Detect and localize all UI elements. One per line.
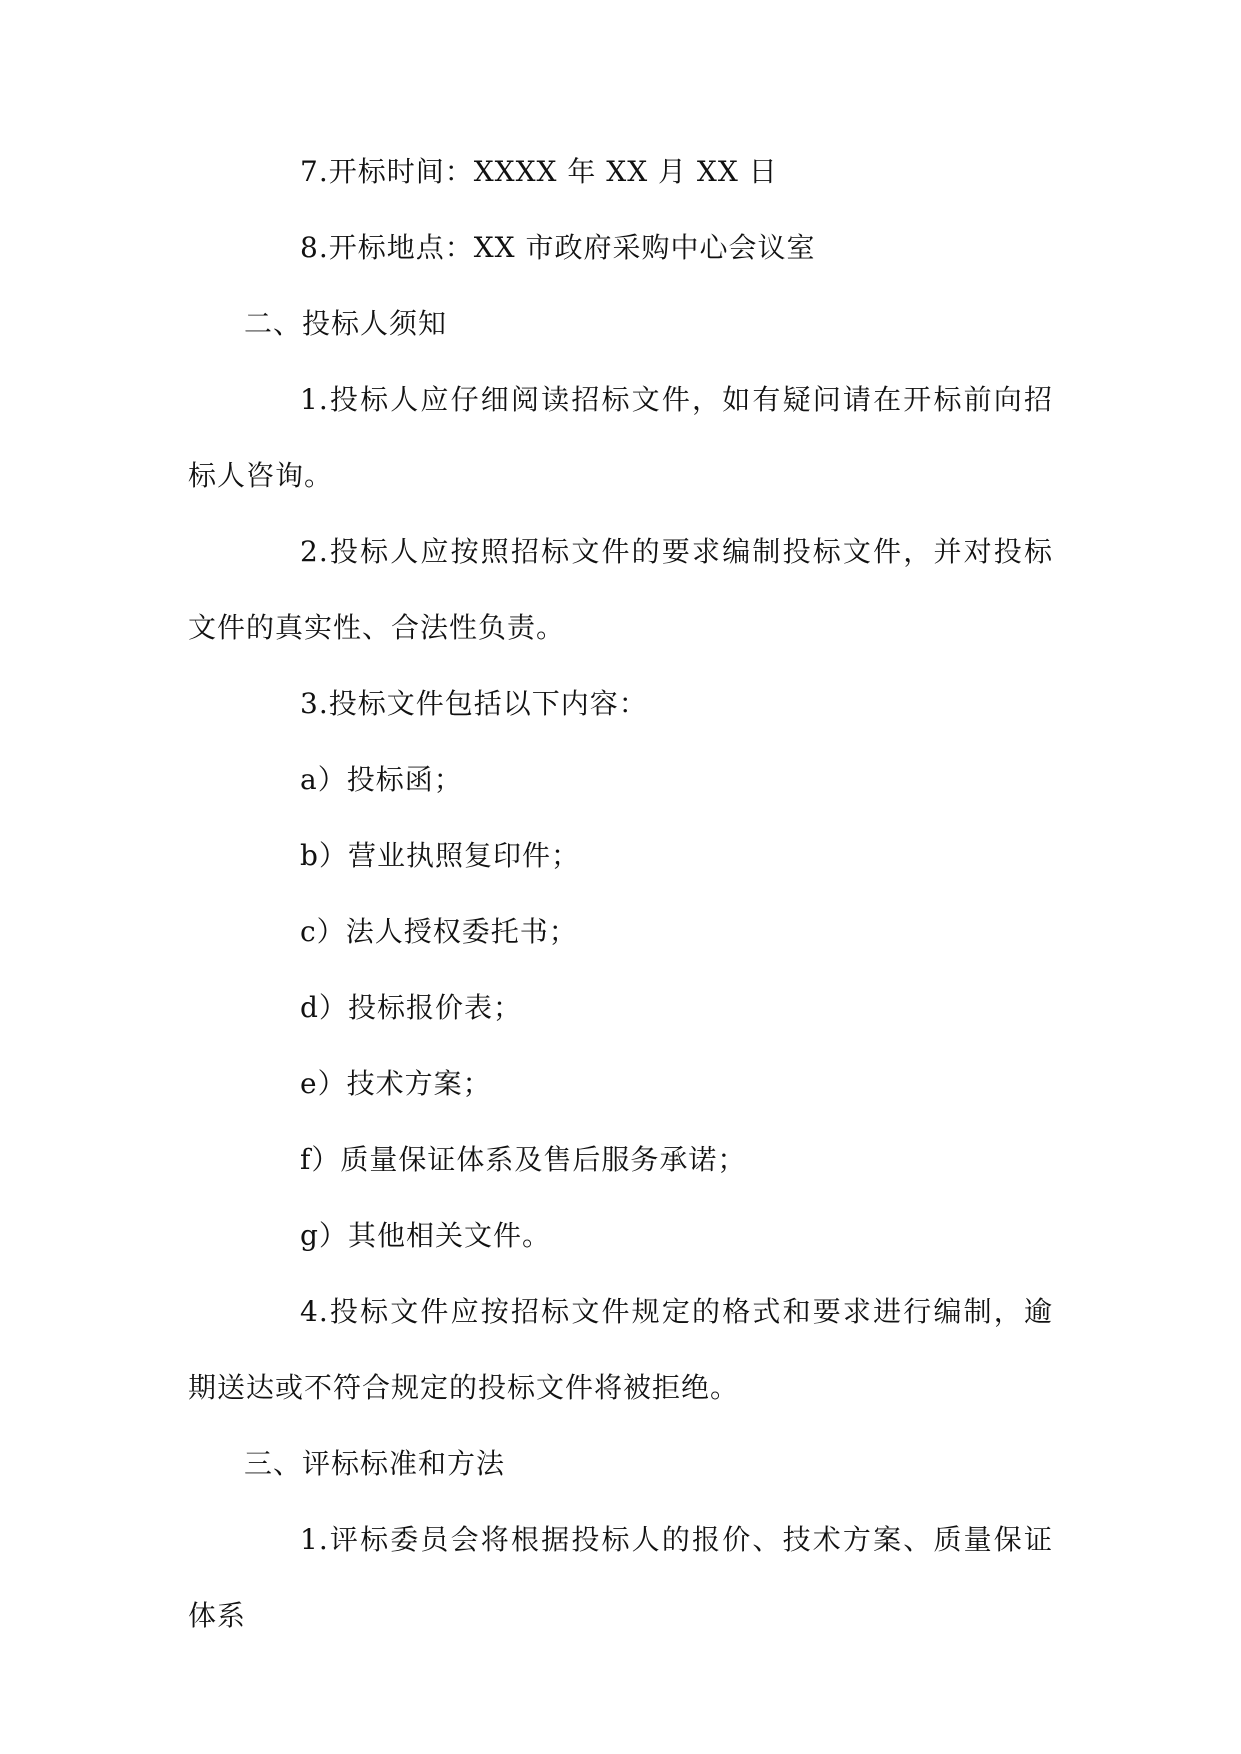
paragraph [188,210,1053,286]
item-number: 1. [300,1523,329,1556]
paragraph [188,362,1053,514]
item-letter: g） [300,1219,348,1252]
list-item [188,1046,1053,1122]
list-item-text: 质量保证体系及售后服务承诺； [340,1143,747,1176]
list-item [188,894,1053,970]
list-item [188,818,1053,894]
list-item-text: 技术方案； [346,1067,492,1100]
list-item-text: 营业执照复印件； [347,839,580,872]
paragraph-text: 投标文件包括以下内容： [328,687,648,720]
section-heading [188,1426,1053,1502]
paragraph-text: 开标时间：XXXX 年 XX 月 XX 日 [328,155,778,188]
item-number: 4. [300,1295,329,1328]
list-item [188,742,1053,818]
item-letter: c） [300,915,346,948]
section-heading-text: 三、评标标准和方法 [244,1447,506,1480]
item-letter: b） [300,839,348,872]
item-letter: a） [300,763,347,796]
document-body [188,134,1053,1654]
section-heading [188,286,1053,362]
paragraph-text: 投标文件应按招标文件规定的格式和要求进行编制，逾期送达或不符合规定的投标文件将被拒绝。 [188,1295,1053,1404]
item-number: 3. [300,687,329,720]
paragraph [188,134,1053,210]
item-letter: d） [300,991,348,1024]
section-heading-text: 二、投标人须知 [244,307,448,340]
list-item-text: 其他相关文件。 [347,1219,551,1252]
paragraph-text: 投标人应按照招标文件的要求编制投标文件，并对投标文件的真实性、合法性负责。 [188,535,1053,644]
paragraph [188,1502,1053,1654]
paragraph-text: 评标委员会将根据投标人的报价、技术方案、质量保证体系 [188,1523,1053,1632]
list-item-text: 法人授权委托书； [345,915,578,948]
list-item-text: 投标函； [346,763,463,796]
item-number: 8. [300,231,329,264]
item-letter: f） [300,1143,341,1176]
paragraph [188,514,1053,666]
list-item-text: 投标报价表； [347,991,522,1024]
paragraph [188,666,1053,742]
item-number: 1. [300,383,329,416]
list-item [188,1198,1053,1274]
paragraph [188,1274,1053,1426]
paragraph-text: 投标人应仔细阅读招标文件，如有疑问请在开标前向招标人咨询。 [188,383,1053,492]
item-letter: e） [300,1067,347,1100]
item-number: 2. [300,535,329,568]
list-item [188,970,1053,1046]
list-item [188,1122,1053,1198]
paragraph-text: 开标地点：XX 市政府采购中心会议室 [328,231,816,264]
item-number: 7. [300,155,329,188]
